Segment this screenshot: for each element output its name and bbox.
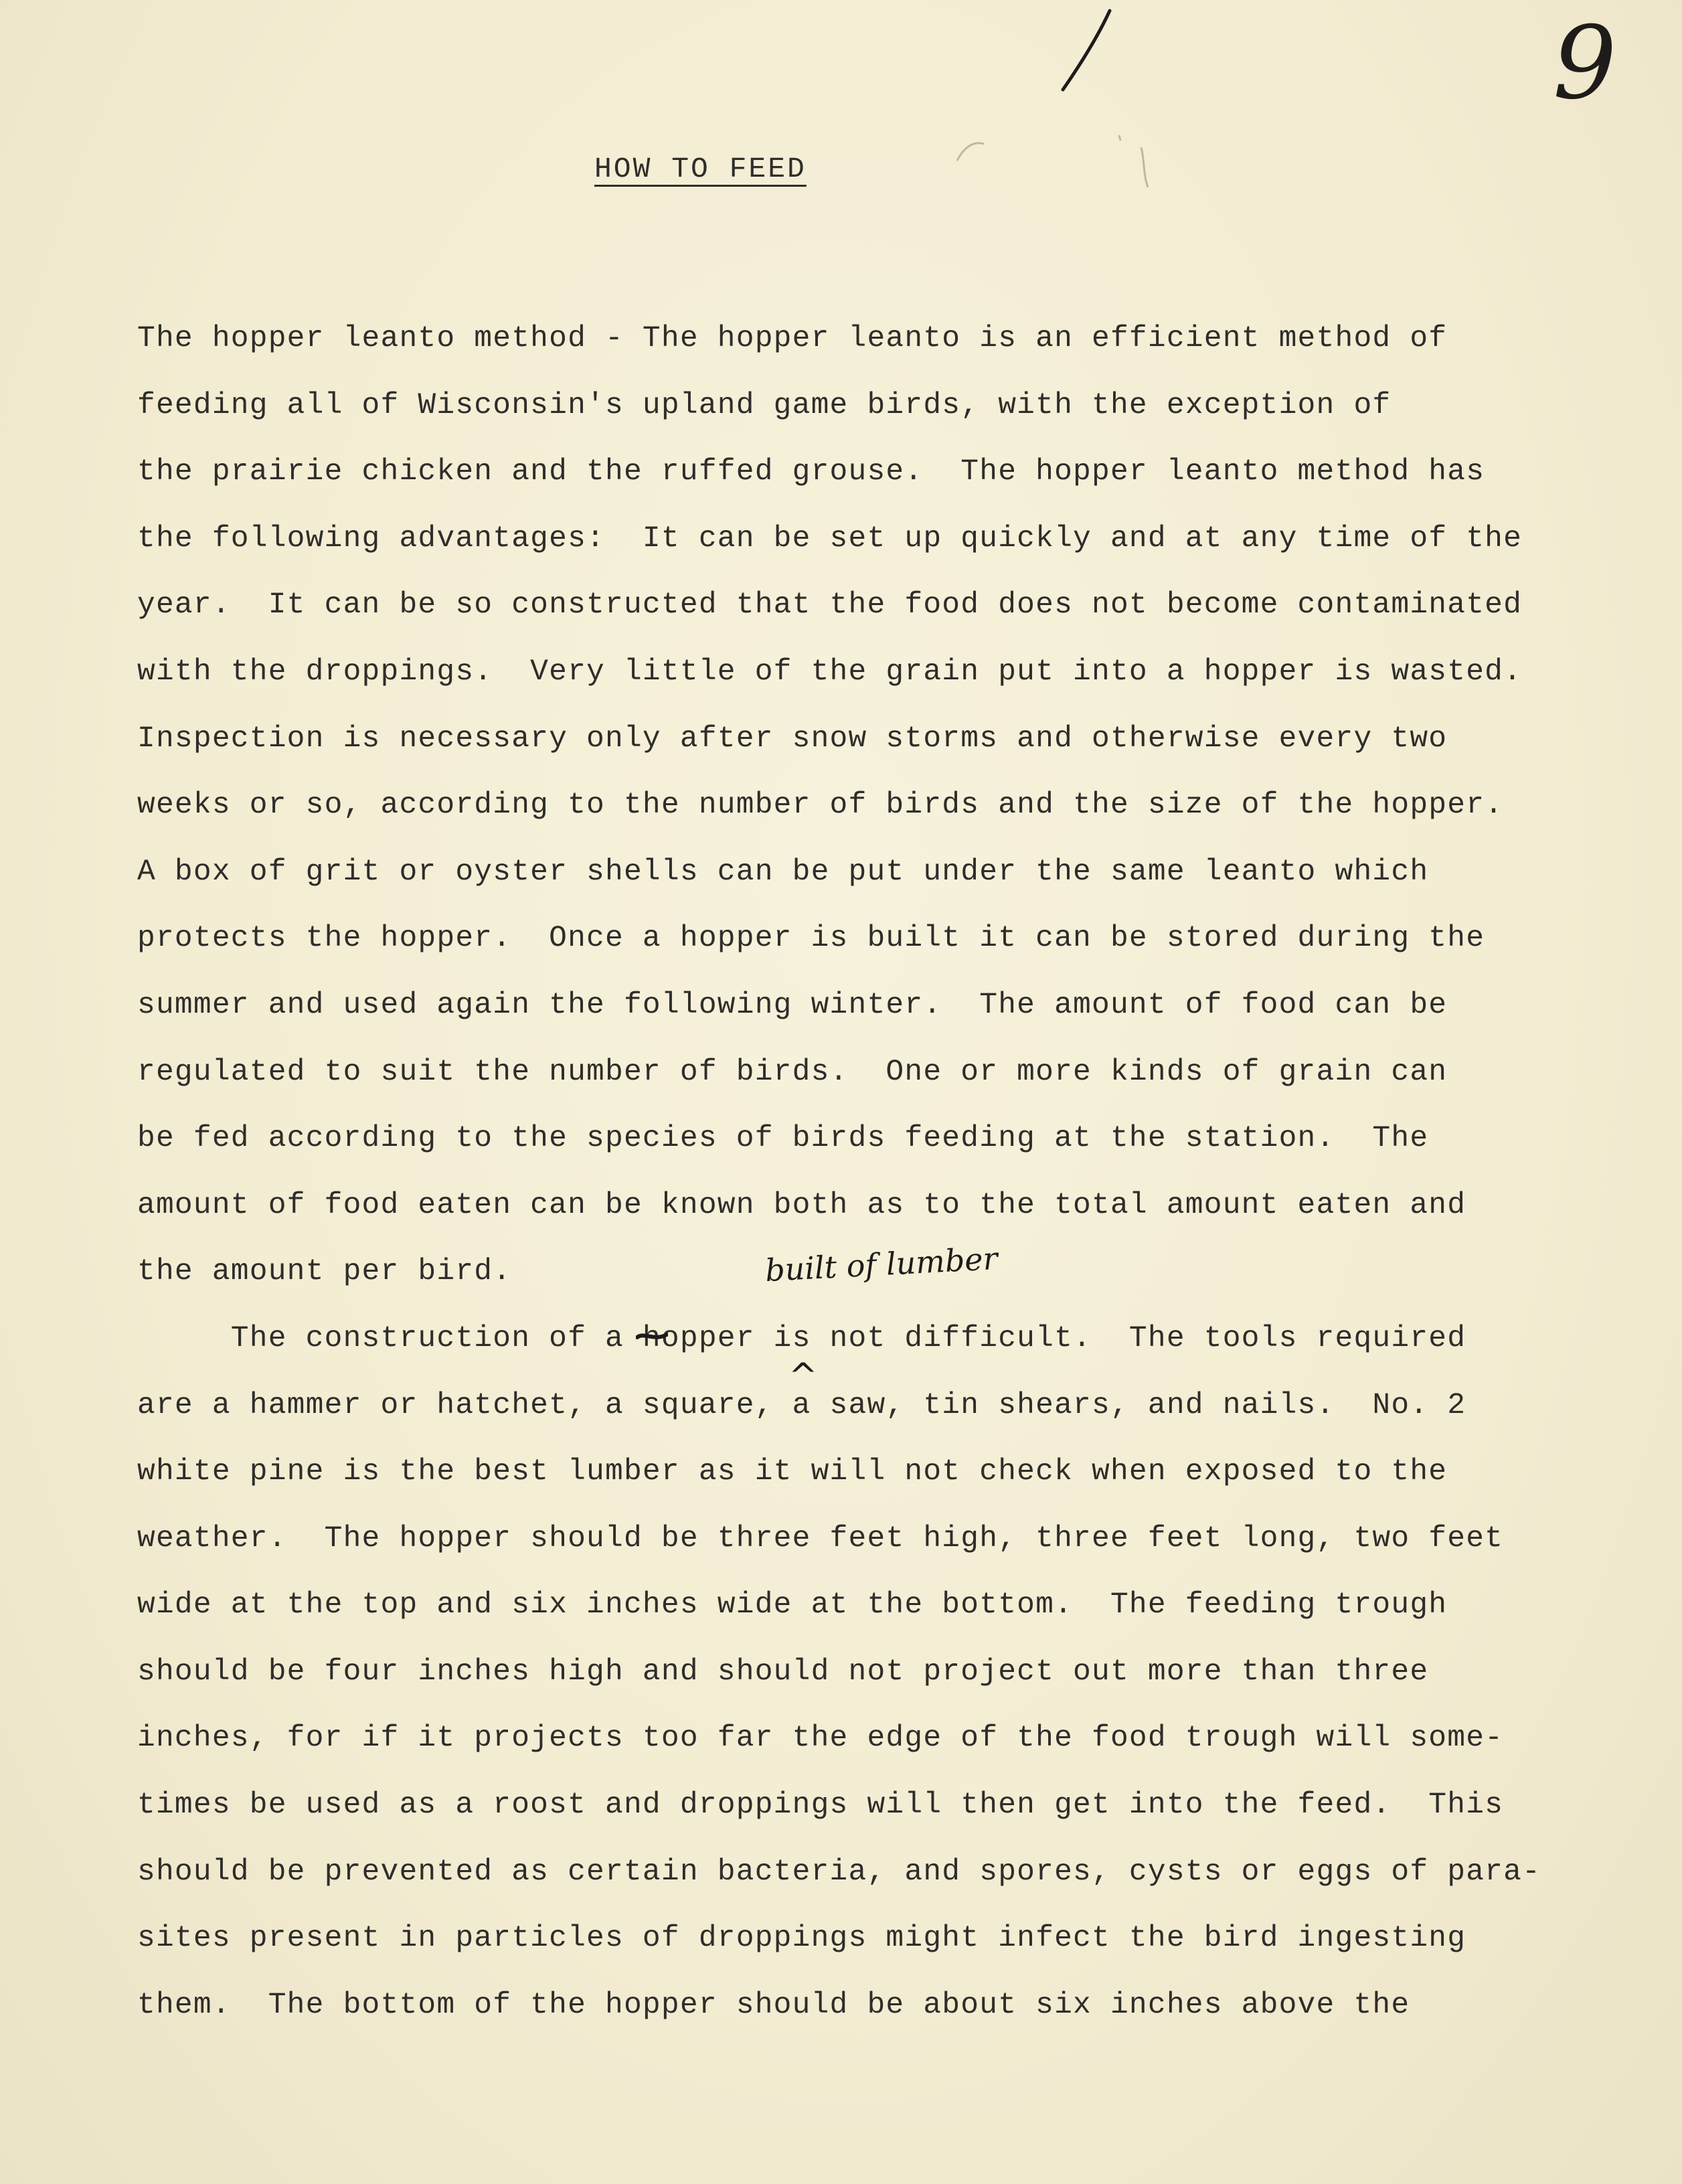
text-line: A box of grit or oyster shells can be put under the same leanto which (137, 855, 1429, 889)
handwritten-strikeout-mark (636, 1331, 668, 1343)
text-line: year. It can be so constructed that the food does not become contaminated (137, 588, 1523, 622)
text-line: be fed according to the species of birds feeding at the station. The (137, 1122, 1429, 1156)
text-line: summer and used again the following winter. The amount of food can be (137, 988, 1448, 1022)
text-line: should be prevented as certain bacteria, and spores, cysts or eggs of para- (137, 1855, 1541, 1889)
text-line: the amount per bird. (137, 1255, 512, 1289)
handwritten-slash-mark (1058, 7, 1118, 94)
text-line: Inspection is necessary only after snow storms and otherwise every two (137, 722, 1448, 756)
text-line: times be used as a roost and droppings will then get into the feed. This (137, 1788, 1504, 1823)
text-line: with the droppings. Very little of the grain put into a hopper is wasted. (137, 655, 1523, 689)
text-line: weeks or so, according to the number of birds and the size of the hopper. (137, 788, 1504, 823)
insertion-caret: ^ (788, 1356, 818, 1396)
text-line: feeding all of Wisconsin's upland game birds, with the exception of (137, 388, 1392, 422)
handwritten-insertion: built of lumber (764, 1240, 999, 1289)
page-number: 9 (1553, 5, 1617, 122)
text-line: inches, for if it projects too far the edge of the food trough will some- (137, 1721, 1504, 1756)
text-line: sites present in particles of droppings might infect the bird ingesting (137, 1922, 1466, 1956)
text-line: protects the hopper. Once a hopper is built it can be stored during the (137, 922, 1485, 956)
text-line: should be four inches high and should not project out more than three (137, 1655, 1429, 1689)
text-line: them. The bottom of the hopper should be about six inches above the (137, 1988, 1410, 2022)
body-text (137, 320, 1636, 2053)
text-line: the following advantages: It can be set up quickly and at any time of the (137, 521, 1523, 556)
faint-pencil-marks (944, 120, 1158, 207)
text-line: white pine is the best lumber as it will not check when exposed to the (137, 1455, 1448, 1489)
text-line: amount of food eaten can be known both as to the total amount eaten and (137, 1188, 1466, 1222)
text-line: The hopper leanto method - The hopper leanto is an efficient method of (137, 322, 1448, 355)
text-line: are a hammer or hatchet, a square, a saw, tin shears, and nails. No. 2 (137, 1388, 1466, 1422)
text-line: weather. The hopper should be three feet high, three feet long, two feet (137, 1521, 1504, 1556)
text-line: wide at the top and six inches wide at the bottom. The feeding trough (137, 1588, 1448, 1622)
text-line: The construction of a hopper is not difficult. The tools required (137, 1321, 1466, 1355)
page-title: HOW TO FEED (594, 153, 807, 185)
text-line: the prairie chicken and the ruffed grouse. The hopper leanto method has (137, 455, 1485, 489)
text-line: regulated to suit the number of birds. One or more kinds of grain can (137, 1055, 1448, 1089)
